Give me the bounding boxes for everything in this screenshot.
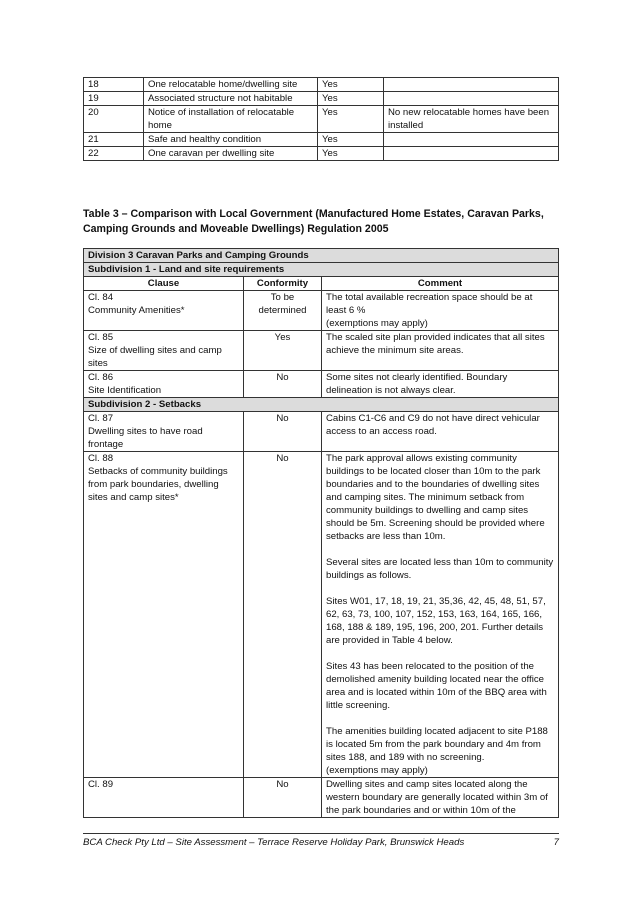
item-number: 19 [84, 92, 144, 106]
clause-number: Cl. 84 [88, 292, 114, 303]
division-header: Division 3 Caravan Parks and Camping Grounds [84, 249, 559, 263]
comment-paragraph: The park approval allows existing community buildings to be located closer than 10m to the park boundaries and to the boundaries of dwelling sites and camping sites. The minimum setback from community buildings to dwelling and camp sites should be 5m. Screening should be provided where setbacks are less than 10m. [326, 453, 545, 542]
table-row [84, 147, 559, 161]
row-cl86 [84, 371, 559, 398]
item-description: Safe and healthy condition [144, 133, 318, 147]
item-status: Yes [318, 133, 384, 147]
compliance-table [83, 77, 559, 161]
row-cl89 [84, 778, 559, 818]
item-comment [384, 133, 559, 147]
item-comment [384, 78, 559, 92]
comment: Cabins C1-C6 and C9 do not have direct vehicular access to an access road. [322, 412, 559, 452]
table-row [84, 106, 559, 133]
clause-number: Cl. 89 [84, 778, 244, 818]
col-comment: Comment [322, 277, 559, 291]
table-row [84, 92, 559, 106]
clause-number: Cl. 87 [88, 413, 114, 424]
page-number: 7 [553, 837, 559, 848]
clause-title: Site Identification [88, 385, 162, 396]
clause-number: Cl. 86 [88, 372, 114, 383]
regulation-comparison-table [83, 248, 559, 818]
clause-title: Dwelling sites to have road frontage [88, 426, 203, 450]
col-clause: Clause [84, 277, 244, 291]
item-description: One caravan per dwelling site [144, 147, 318, 161]
clause-title: Setbacks of community buildings from park boundaries, dwelling sites and camp sites* [88, 466, 228, 503]
footer-divider [83, 833, 559, 834]
row-cl88 [84, 452, 559, 778]
table-row [84, 78, 559, 92]
comment-note: (exemptions may apply) [326, 318, 428, 329]
conformity: No [244, 452, 322, 778]
item-status: Yes [318, 106, 384, 133]
conformity: No [244, 371, 322, 398]
item-comment [384, 147, 559, 161]
item-number: 21 [84, 133, 144, 147]
item-description: Associated structure not habitable [144, 92, 318, 106]
conformity: No [244, 778, 322, 818]
table3-heading: Table 3 – Comparison with Local Government (Manufactured Home Estates, Caravan Parks, Camping Grounds and Moveable Dwellings) Regulation 2005 [83, 208, 544, 235]
conformity: No [244, 412, 322, 452]
conformity: To be determined [244, 291, 322, 331]
page-footer [83, 837, 559, 848]
footer-text: BCA Check Pty Ltd – Site Assessment – Terrace Reserve Holiday Park, Brunswick Heads [83, 837, 465, 848]
row-cl84 [84, 291, 559, 331]
comment-paragraph: Sites W01, 17, 18, 19, 21, 35,36, 42, 45, 48, 51, 57, 62, 63, 73, 100, 107, 152, 153, 163, 164, 165, 166, 168, 188 & 189, 195, 196, 200, 201. Further details are provided in Table 4 below. [326, 596, 546, 646]
clause-title: Size of dwelling sites and camp sites [88, 345, 222, 369]
item-status: Yes [318, 92, 384, 106]
clause-number: Cl. 85 [88, 332, 114, 343]
item-comment [384, 92, 559, 106]
row-cl85 [84, 331, 559, 371]
table-row [84, 133, 559, 147]
conformity: Yes [244, 331, 322, 371]
clause-title: Community Amenities* [88, 305, 185, 316]
item-number: 18 [84, 78, 144, 92]
item-number: 22 [84, 147, 144, 161]
item-comment: No new relocatable homes have been installed [384, 106, 559, 133]
col-conformity: Conformity [244, 277, 322, 291]
subdivision-2-header: Subdivision 2 - Setbacks [84, 398, 559, 412]
comment-note: (exemptions may apply) [326, 765, 428, 776]
item-description: One relocatable home/dwelling site [144, 78, 318, 92]
comment-paragraph: Several sites are located less than 10m to community buildings as follows. [326, 557, 554, 581]
comment: Dwelling sites and camp sites located along the western boundary are generally located within 3m of the park boundaries and or within 10m of the [322, 778, 559, 818]
comment-paragraph: The amenities building located adjacent to site P188 is located 5m from the park boundary and 4m from sites 188, and 189 with no screening. [326, 726, 548, 763]
comment-paragraph: Sites 43 has been relocated to the position of the demolished amenity building located near the office area and is located within 10m of the BBQ area with little screening. [326, 661, 547, 711]
item-status: Yes [318, 78, 384, 92]
comment: The total available recreation space should be at least 6 % [326, 292, 533, 316]
item-status: Yes [318, 147, 384, 161]
comment: The scaled site plan provided indicates that all sites achieve the minimum site areas. [322, 331, 559, 371]
comment: Some sites not clearly identified. Boundary delineation is not always clear. [322, 371, 559, 398]
row-cl87 [84, 412, 559, 452]
item-description: Notice of installation of relocatable home [144, 106, 318, 133]
subdivision-1-header: Subdivision 1 - Land and site requirements [84, 263, 559, 277]
clause-number: Cl. 88 [88, 453, 114, 464]
item-number: 20 [84, 106, 144, 133]
column-header-row [84, 277, 559, 291]
